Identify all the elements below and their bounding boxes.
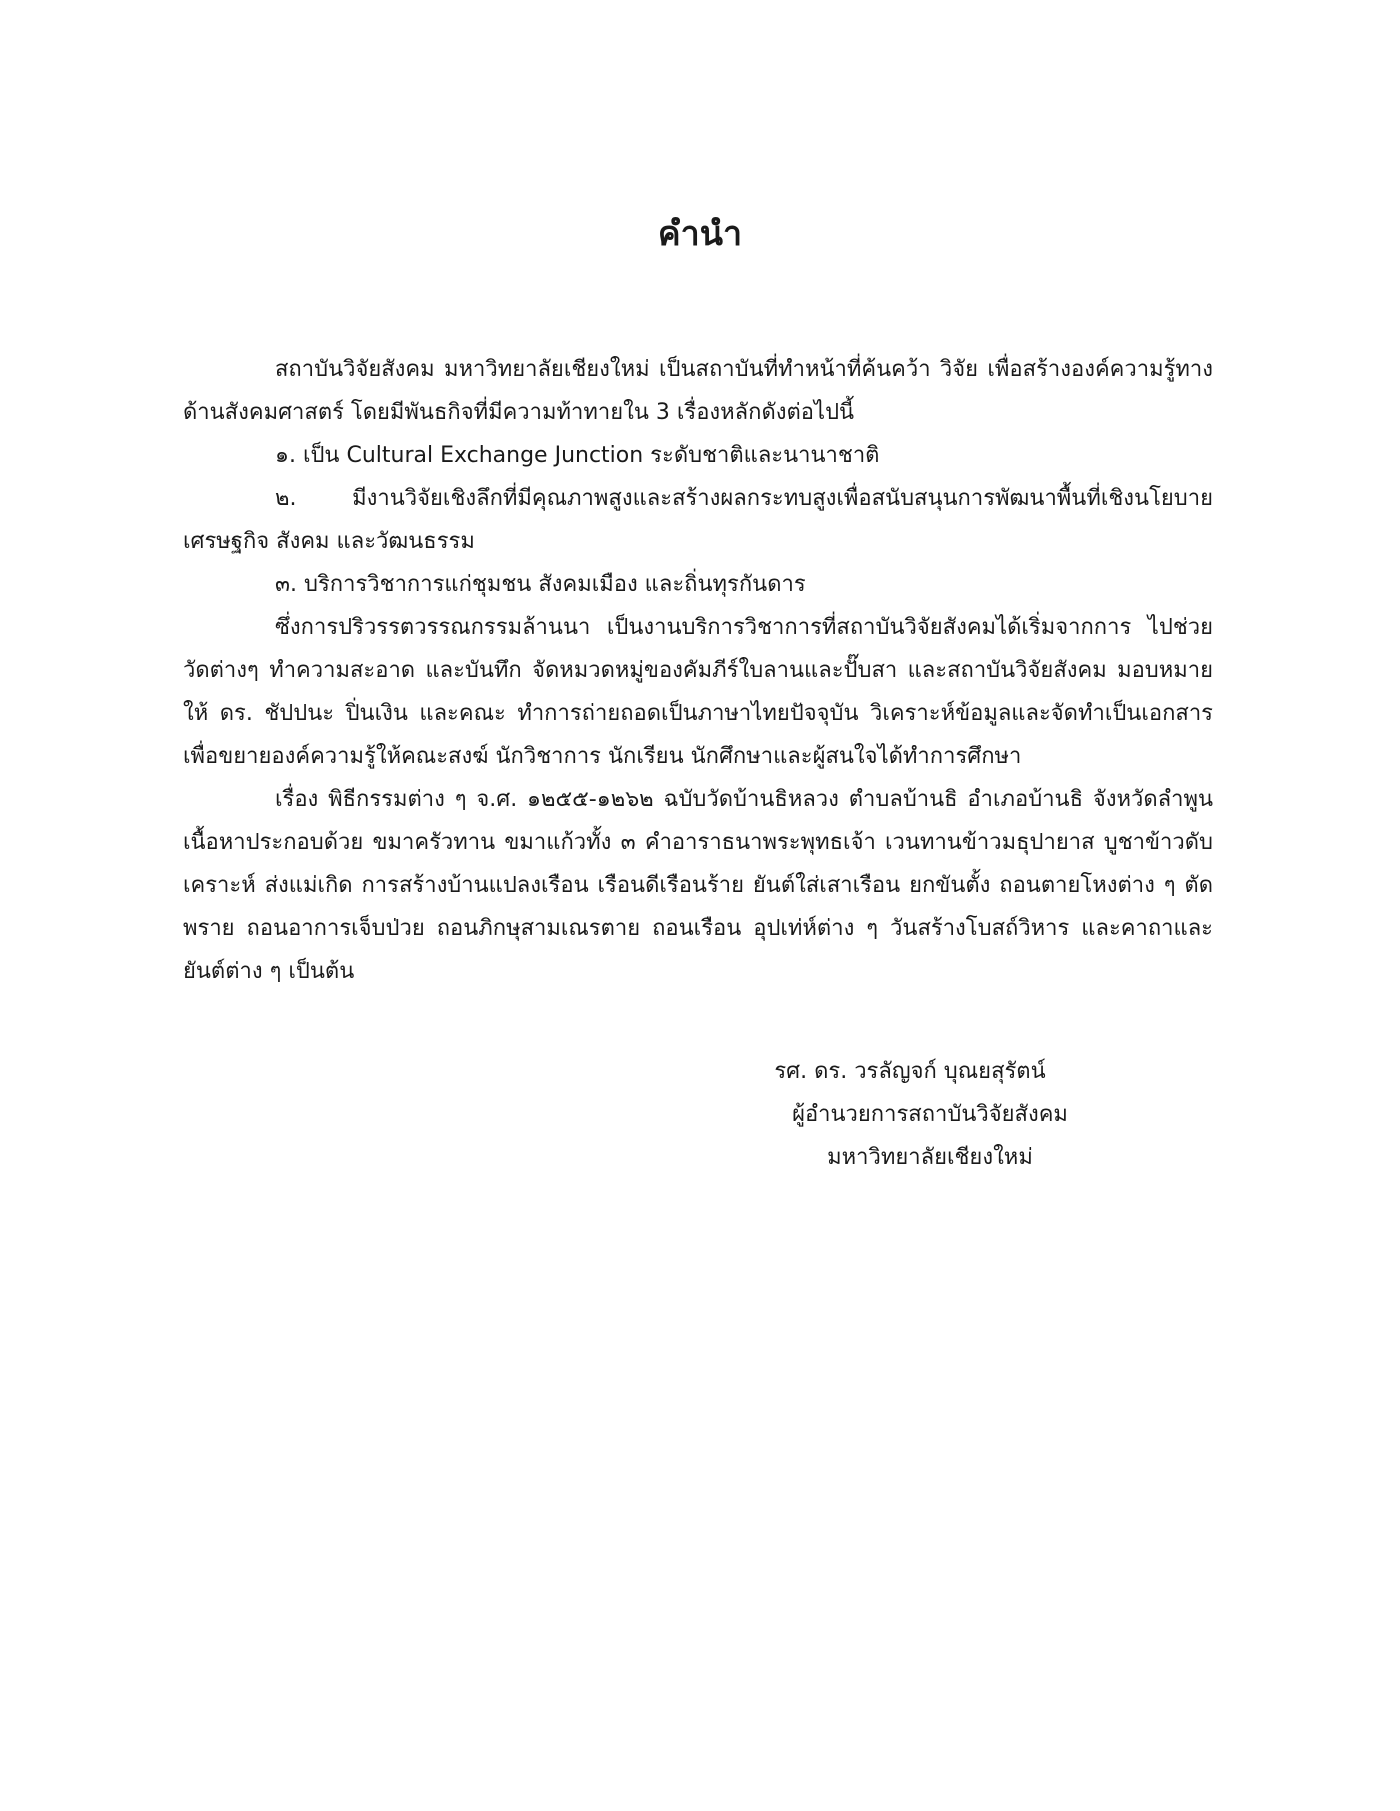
signatory-organization: มหาวิทยาลัยเชียงใหม่: [827, 1145, 1033, 1170]
signature-block: [700, 1050, 1160, 1179]
list-item-2: ๒. มีงานวิจัยเชิงลึกที่มีคุณภาพสูงและสร้างผลกระทบสูงเพื่อสนับสนุนการพัฒนาพื้นที่เชิงนโยบาย เศรษฐกิจ สังคม และวัฒนธรรม: [183, 486, 1213, 554]
signatory-position: ผู้อำนวยการสถาบันวิจัยสังคม: [792, 1102, 1068, 1127]
paragraph-intro: สถาบันวิจัยสังคม มหาวิทยาลัยเชียงใหม่ เป็นสถาบันที่ทำหน้าที่ค้นคว้า วิจัย เพื่อสร้างองค์ความรู้ทางด้านสังคมศาสตร์ โดยมีพันธกิจที่มีความท้าทายใน 3 เรื่องหลักดังต่อไปนี้: [183, 357, 1213, 425]
list-item-3: ๓. บริการวิชาการแก่ชุมชน สังคมเมือง และถิ่นทุรกันดาร: [275, 572, 806, 597]
list-item-1: ๑. เป็น Cultural Exchange Junction ระดับชาติและนานาชาติ: [275, 443, 880, 468]
signatory-name: รศ. ดร. วรลัญจก์ บุณยสุรัตน์: [774, 1059, 1046, 1084]
document-body: [183, 348, 1213, 993]
paragraph-content: เรื่อง พิธีกรรมต่าง ๆ จ.ศ. ๑๒๕๕-๑๒๖๒ ฉบับวัดบ้านธิหลวง ตำบลบ้านธิ อำเภอบ้านธิ จังหวัดลำพูน เนื้อหาประกอบด้วย ขมาครัวทาน ขมาแก้วทั้ง ๓ คำอาราธนาพระพุทธเจ้า เวนทานข้าวมธุปายาส บูชาข้าวดับเคราะห์ ส่งแม่เกิด การสร้างบ้านแปลงเรือน เรือนดีเรือนร้าย ยันต์ใส่เสาเรือน ยกขันตั้ง ถอนตายโหงต่าง ๆ ตัดพราย ถอนอาการเจ็บป่วย ถอนภิกษุสามเณรตาย ถอนเรือน อุปเท่ห์ต่าง ๆ วันสร้างโบสถ์วิหาร และคาถาและยันต์ต่าง ๆ เป็นต้น: [183, 787, 1213, 984]
paragraph-service: ซึ่งการปริวรรตวรรณกรรมล้านนา เป็นงานบริการวิชาการที่สถาบันวิจัยสังคมได้เริ่มจากการ ไปช่วยวัดต่างๆ ทำความสะอาด และบันทึก จัดหมวดหมู่ของคัมภีร์ใบลานและปั๊บสา และสถาบันวิจัยสังคม มอบหมายให้ ดร. ชัปปนะ ปิ่นเงิน และคณะ ทำการถ่ายถอดเป็นภาษาไทยปัจจุบัน วิเคราะห์ข้อมูลและจัดทำเป็นเอกสารเพื่อขยายองค์ความรู้ให้คณะสงฆ์ นักวิชาการ นักเรียน นักศึกษาและผู้สนใจได้ทำการศึกษา: [183, 615, 1213, 769]
page-title: คำนำ: [657, 214, 743, 254]
